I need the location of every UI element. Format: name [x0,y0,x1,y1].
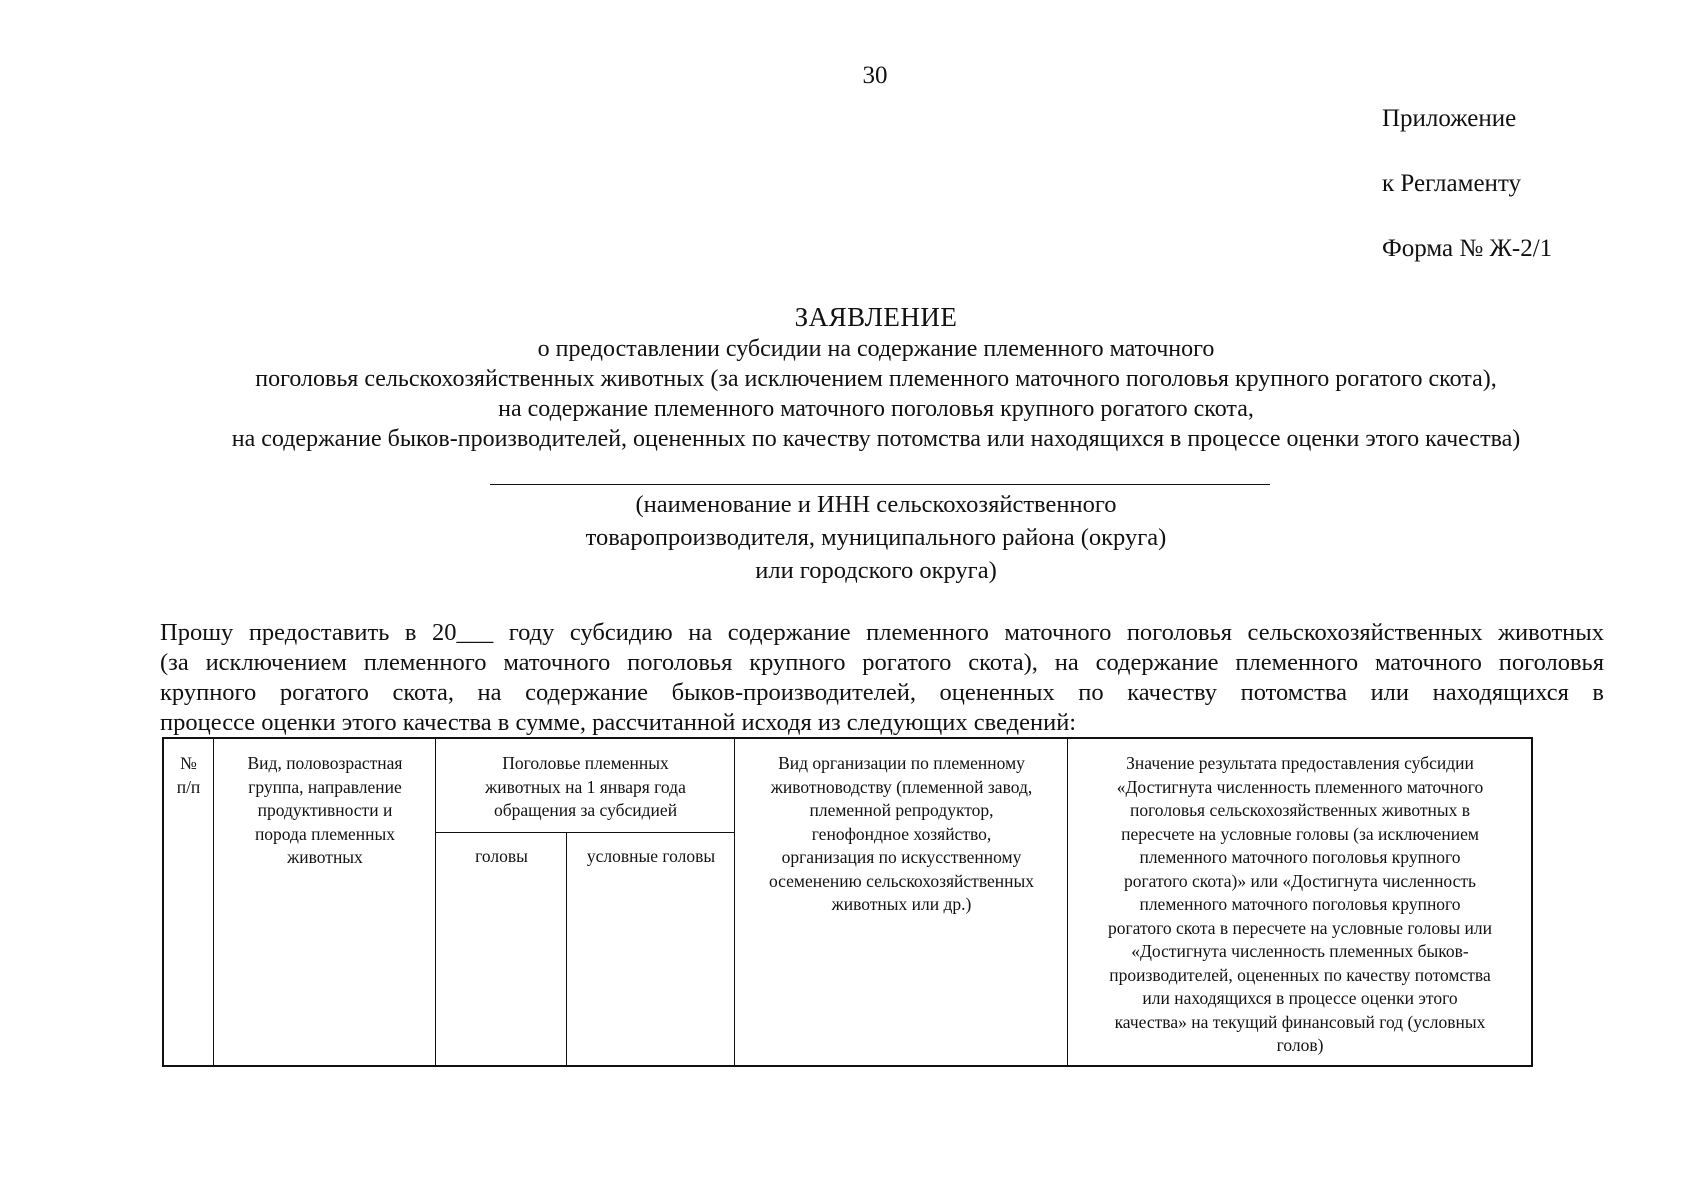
document-title: ЗАЯВЛЕНИЕ [794,302,958,332]
subtitle-line: на содержание быков-производителей, оцененных по качеству потомства или находящихся в процессе оценки этого качества) [231,426,1521,452]
request-line: процессе оценки этого качества в сумме, рассчитанной исходя из следующих сведений: [160,709,1077,736]
subtitle-line: на содержание племенного маточного поголовья крупного рогатого скота, [498,396,1254,422]
subtitle-line: о предоставлении субсидии на содержание племенного маточного [537,336,1215,362]
applicant-caption-line: (наименование и ИНН сельскохозяйственного [635,491,1117,518]
applicant-caption-line: товаропроизводителя, муниципального района (округа) [585,524,1167,551]
heads-column-header: головы [475,846,528,866]
result-column-header: Значение результата предоставления субсидии «Достигнута численность племенного маточного поголовья сельскохозяйственных животных в пересчете на условные головы (за исключением племенного маточного поголовья крупного рогатого скота)» или «Достигнута численность племенного маточного поголовья крупного рогатого скота в пересчете на условные головы или «Достигнута численность племенных быков- производителей, оцененных по качеству потомства или находящихся в процессе оценки этого качества» на текущий финансовый год (условных голов) [1107,753,1493,1055]
livestock-table [162,737,1533,1067]
request-line: крупного рогатого скота, на содержание быков-производителей, оцененных по качеству потомства или находящихся в [160,679,1604,706]
animal-group-column-header: Вид, половозрастная группа, направление продуктивности и порода племенных животных [247,753,403,867]
organization-column-header: Вид организации по племенному животноводству (племенной завод, племенной репродуктор, генофондное хозяйство, организация по искусственному осеменению сельскохозяйственных животных или др.) [769,753,1034,914]
applicant-name-line[interactable] [490,484,1270,485]
page-number: 30 [862,62,888,89]
appendix-label: Приложение [1382,105,1517,132]
form-number-label: Форма № Ж-2/1 [1382,235,1553,262]
livestock-column-header: Поголовье племенных животных на 1 января года обращения за субсидией [485,753,686,820]
applicant-caption-line: или городского округа) [755,557,997,584]
subtitle-line: поголовья сельскохозяйственных животных (за исключением племенного маточного поголовья крупного рогатого скота), [255,366,1497,392]
number-column-header: № п/п [176,753,201,797]
regulation-label: к Регламенту [1382,170,1522,197]
conditional-heads-column-header: условные головы [586,846,716,866]
request-line: (за исключением племенного маточного поголовья крупного рогатого скота), на содержание племенного маточного поголовья [160,649,1604,676]
request-line: Прошу предоставить в 20___ году субсидию на содержание племенного маточного поголовья сельскохозяйственных животных [160,619,1604,646]
